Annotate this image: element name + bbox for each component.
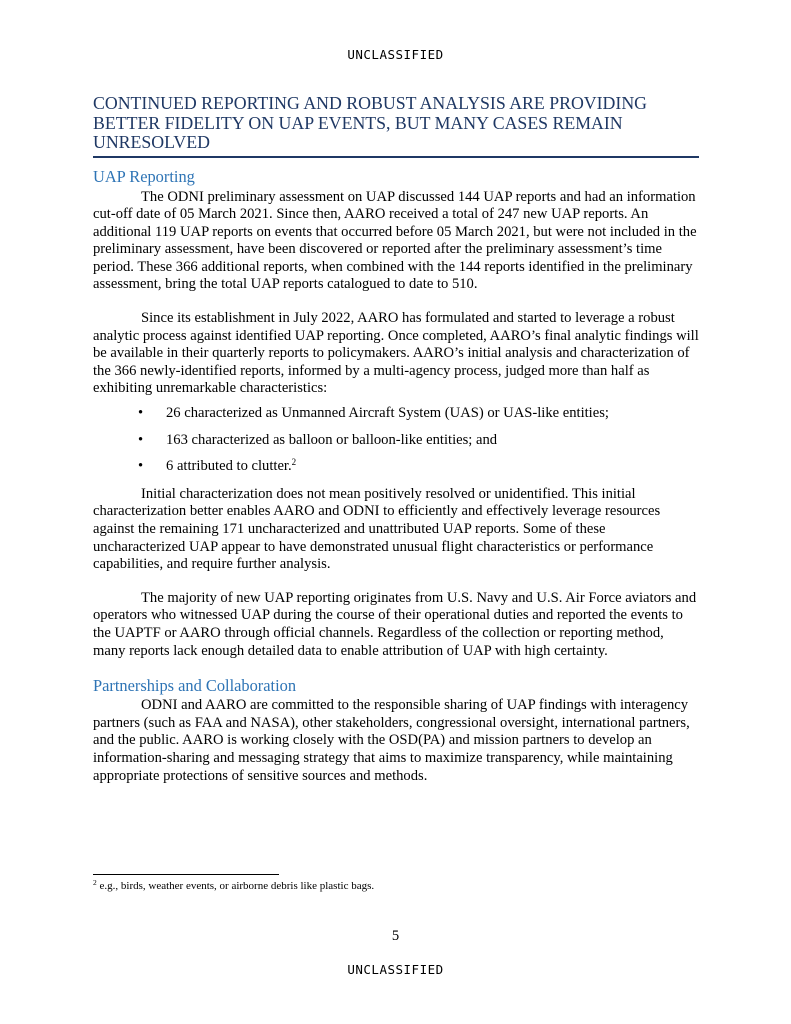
list-item-text [141,458,296,476]
list-item-text-content: 6 attributed to clutter. [166,458,292,475]
page-number: 5 [391,928,400,944]
list-item [93,458,699,476]
header-classification: UNCLASSIFIED [347,47,444,62]
section-heading-partnerships: Partnerships and Collaboration [93,676,297,696]
bullet-marker: • [138,431,144,448]
list-item [93,405,699,423]
paragraph-reporting-sources: The majority of new UAP reporting originates from U.S. Navy and U.S. Air Force aviators and operators who witnessed UAP during the course of their operational duties and reported the events to the UAPTF or AARO through official channels. Regardless of the collection or reporting method, many reports lack enough detailed data to enable attribution of UAP with high certainty. [93,589,697,659]
paragraph-initial-characterization: Initial characterization does not mean positively resolved or unidentified. This initial characterization better enables AARO and ODNI to efficiently and effectively leverage resources against the remaining 171 uncharacterized and unattributed UAP reports. Some of these uncharacterized UAP appear to have demonstrated unusual flight characteristics or performance capabilities, and require further analysis. [93,485,661,573]
bullet-marker: • [138,458,144,475]
section-heading-uap-reporting: UAP Reporting [93,166,195,186]
characterization-list [93,405,699,476]
list-item-text: 26 characterized as Unmanned Aircraft System (UAS) or UAS-like entities; [166,405,609,422]
footnote-reference[interactable]: 2 [291,457,297,468]
footnote-text: e.g., birds, weather events, or airborne debris like plastic bags. [96,880,375,892]
bullet-marker: • [138,405,144,422]
footnote [93,880,699,893]
list-item [93,432,699,450]
paragraph-analytic-process: Since its establishment in July 2022, AARO has formulated and started to leverage a robust analytic process against identified UAP reporting. Once completed, AARO’s final analytic findings will be available in their quarterly reports to policymakers. AARO’s initial analysis and characterization of the 366 newly-identified reports, informed by a multi-agency process, judged more than half as exhibiting unremarkable characteristics: [93,310,699,397]
footnote-number: 2 [93,878,97,887]
list-item-text: 163 characterized as balloon or balloon-like entities; and [166,431,498,448]
footnote-separator [93,874,279,875]
paragraph-partnerships: ODNI and AARO are committed to the responsible sharing of UAP findings with interagency partners (such as FAA and NASA), other stakeholders, congressional oversight, international partners, and the public. AARO is working closely with the OSD(PA) and mission partners to develop an information-sharing and messaging strategy that aims to maximize transparency, while maintaining appropriate protections of sensitive sources and methods. [93,697,690,784]
page-content [93,94,699,801]
footer-classification: UNCLASSIFIED [347,962,444,977]
paragraph-uap-reports-count: The ODNI preliminary assessment on UAP discussed 144 UAP reports and had an information cut-off date of 05 March 2021. Since then, AARO received a total of 247 new UAP reports. An additional 119 UAP reports on events that occurred before 05 March 2021, but were not included in the preliminary assessment, have been discovered or reported after the preliminary assessment’s time period. These 366 additional reports, when combined with the 144 reports identified in the preliminary assessment, bring the total UAP reports catalogued to date to 510. [93,188,697,293]
page-title: CONTINUED REPORTING AND ROBUST ANALYSIS ARE PROVIDING BETTER FIDELITY ON UAP EVENTS, BUT MANY CASES REMAIN UNRESOLVED [93,94,699,158]
